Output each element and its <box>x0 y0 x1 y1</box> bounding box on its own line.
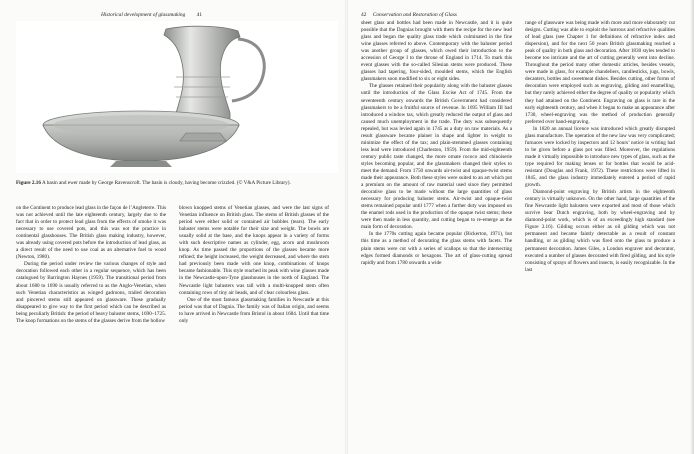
left-column-2 <box>179 205 329 325</box>
right-page <box>347 0 694 454</box>
running-head <box>101 12 202 18</box>
page-number: 41 <box>196 12 203 18</box>
right-column-1 <box>361 20 512 267</box>
paragraph: During the period under review the various changes of style and decoration followed each other in a regular sequence, which has been catalogued by Barrington Haynes (1959). The transitional period from about 1680 to 1690 is usually referred to as the Anglo-Venetian, when such Venetian characteristics as winged gadroons, trailed decoration and pincered stems still appeared on glassware. These gradually disappeared to give way to the first period which can be described as being peculiarly British: the period of heavy baluster stems, 1690–1725. The knop formations on the stems of the glasses derive from the hollow <box>16 261 166 324</box>
paragraph: sheet glass and bottles had been made in Newcastle, and it is quite possible that the Dagnias brought with them the recipe for the new lead glass and began the quality glass trade which culminated in the fine wine glasses referred to above. Contemporary with the baluster period was another group of glasses, which owed their introduction to the accession of George I to the throne of England in 1714. To mark this event glasses with the so-called Silesian stems were produced. These glasses had tapering, four-sided, moulded stems, which the English glassmakers soon modified to six or eight sides. <box>361 20 512 83</box>
paragraph: on the Continent to produce lead glass in the façon de l’Angleterre. This was not achieved until the late eighteenth century, largely due to the fact that in order to protect lead glass from the effects of smoke it was necessary to use covered pots, and this was not the practice in continental glasshouses. The British glass making industry, however, was already using covered pots before the introduction of lead glass, as a direct result of the need to use coal as an alternative fuel to wood (Newton, 1980). <box>16 205 166 261</box>
running-head-title: Historical development of glassmaking <box>101 12 186 18</box>
paragraph: In 1820 an annual licence was introduced which greatly disrupted glass manufacture. The operation of the new law was very complicated; furnaces were locked by inspectors and 12 hours’ notice in writing had to be given before a glass pot was filled. Moreover, the regulations made it virtually impossible to introduce new types of glass, such as the type required for making lenses or for bottles that would be acid-resistant (Douglas and Frank, 1972). These restrictions were lifted in 1845, and the glass industry immediately entered a period of rapid growth. <box>525 125 675 189</box>
figure-label: Figure 2.16 <box>16 180 41 186</box>
running-head <box>361 12 457 18</box>
page-number: 42 <box>361 12 367 18</box>
right-column-2 <box>525 20 675 274</box>
page-edge <box>690 0 694 454</box>
paragraph: range of glassware was being made with more and more elaborately cut designs. Cutting was able to exploit the lustrous and refractive qualities of lead glass (see Chapter 1 for definitions of refractive index and dispersion), and for the next 50 years British glassmaking reached a peak of quality in both glass and decoration. After 1830 styles tended to become too intricate and the art of cutting generally went into decline. Throughout the period many other domestic articles, besides vessels, were made in glass, for example chandeliers, candlesticks, jugs, bowls, decanters, bottles and sweetmeat dishes. Besides cutting, other forms of decoration were employed such as engraving, gilding and enamelling, but they rarely achieved either the degree of quality or popularity which they had attained on the Continent. Engraving on glass is rare in the early eighteenth century, and when it began to make an appearance after 1730, wheel-engraving was the method of production generally preferred over hand-engraving. <box>525 20 675 125</box>
figure-caption-text: A basin and ewer made by George Ravenscroft. The basin is cloudy, having become crizzled. (© V&A Picture Library). <box>42 180 291 186</box>
paragraph: The glasses retained their popularity along with the baluster glasses until the introduction of the Glass Excise Act of 1745. From the seventeenth century onwards the British Government had considered glassmakers to be a fruitful source of revenue. In 1695 William III had introduced a window tax, which greatly reduced the output of glass and caused much unemployment in the trade. The duty was subsequently repealed, but was levied again in 1745 as a duty on raw materials. As a result glassware became plainer in shape and lighter in weight to minimize the effect of the tax; and plain-stemmed glasses containing less lead were introduced (Charleston, 1959). From the mid-eighteenth century public taste changed, the more ornate rococo and chinoiserie styles becoming popular, and the glassmakers changed their styles to meet the demand. From 1750 onwards air-twist and opaque-twist stems made their appearance. Both these styles were suited to an art which put a premium on the amount of raw material used since they permitted decorative glass to be made without the large quantities of glass necessary for producing baluster stems. Air-twist and opaque-twist stems remained popular until 1777 when a further duty was imposed on the enamel rods used in the production of the opaque twist stems; these were then made in less quantity, and cutting began to re-emerge as the main form of decoration. <box>361 83 512 231</box>
figure-image-basin-and-ewer <box>16 21 338 173</box>
figure-caption <box>16 180 338 187</box>
paragraph: One of the most famous glassmaking families in Newcastle at this period was that of Dagnia. The family was of Italian origin, and seems to have arrived in Newcastle from Bristol in about 1684. Until that time only <box>179 296 329 324</box>
paragraph: In the 1770s cutting again became popular (Bickerton, 1971), but this time as a method of decorating the glass stems with facets. The plain stems were cut with a series of scallops so that the intersecting edges formed diamonds or hexagons. The art of glass-cutting spread rapidly and from 1780 onwards a wide <box>361 231 512 266</box>
paragraph: Diamond-point engraving by British artists in the eighteenth century is virtually unknown. On the other hand, large quantities of the fine Newcastle light balusters were exported and most of those which survive bear Dutch engraving, both by wheel-engraving and by diamond-point work, which is of an exceedingly high standard (see Figure 3.16). Gilding occurs either as oil gilding which was not permanent and became faintly detectable as a result of constant handling, or as gilding which was fired onto the glass to produce a permanent decoration. James Giles, a London engraver and decorator, executed a number of glasses decorated with fired gilding, and his style consisting of sprays of flowers and insects, is easily recognizable. In the last <box>525 189 675 273</box>
paragraph: blown knopped stems of Venetian glasses, and were the last signs of Venetian influence on British glass. The stems of British glasses of the period were either solid or contained air bubbles (tears). The early baluster stems were notable for their size and weight. The bowls are usually solid at the base, and the knops appear in a variety of forms with such descriptive names as cylinder, egg, acorn and mushroom knop. As time passed the proportions of the glasses became more refined; the height increased, the weight decreased, and where the stem had previously been made with one knop, combinations of knops became fashionable. This style reached its peak with wine glasses made in the Newcastle-upon-Tyne glasshouses in the north of England. The Newcastle light balusters was tall with a multi-knopped stem often containing rows of tiny air beads, and of clear colourless glass. <box>179 205 329 296</box>
left-column-1 <box>16 205 166 325</box>
basin-and-ewer-illustration <box>16 21 338 173</box>
running-head-title: Conservation and Restoration of Glass <box>372 12 457 18</box>
